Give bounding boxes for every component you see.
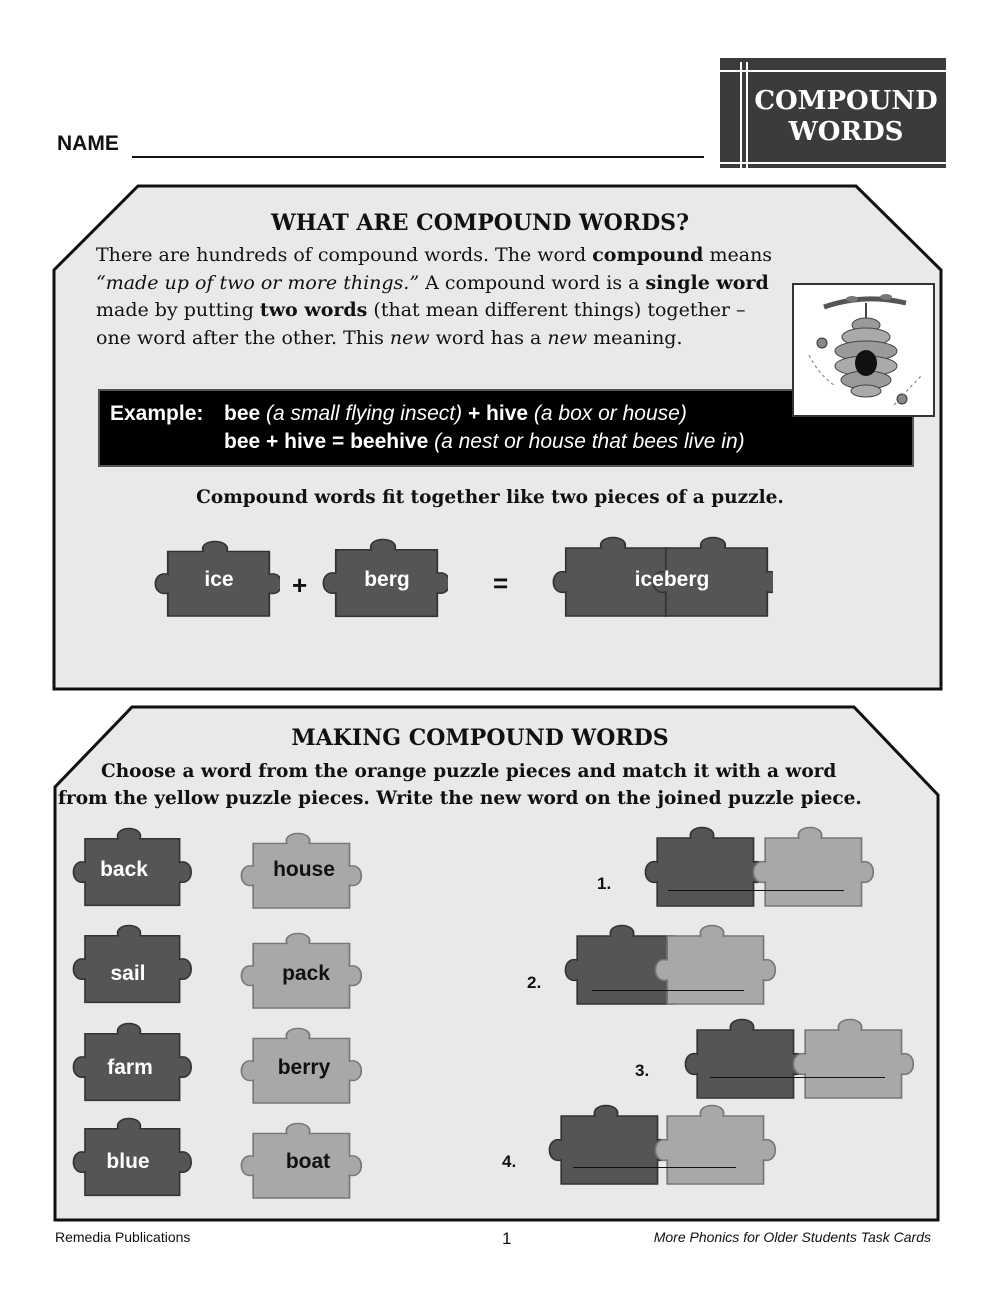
page-number: 1 xyxy=(502,1229,512,1248)
equals-sign: = xyxy=(493,568,509,598)
orange-word-3: farm xyxy=(107,1056,153,1079)
answer-line-4[interactable] xyxy=(573,1167,736,1168)
section1-title: WHAT ARE COMPOUND WORDS? xyxy=(271,210,689,236)
joined-piece-1 xyxy=(636,824,886,916)
intro-paragraph: There are hundreds of compound words. The word compound means “made up of two or more things.” A compound word is a single word made by putting two words (that mean different things) together – one word after the other. This new word has a new meaning. xyxy=(96,244,773,349)
footer-publisher: Remedia Publications xyxy=(55,1229,191,1245)
item-number-3: 3. xyxy=(635,1061,650,1080)
piece-label-ice: ice xyxy=(204,568,234,591)
example-box: Example: bee (a small flying insect) + hive (a box or house) bee + hive = beehive (a nest or house that bees live in) xyxy=(98,389,914,467)
piece-label-berg: berg xyxy=(364,568,410,591)
answer-line-3[interactable] xyxy=(710,1077,885,1078)
joined-piece-3 xyxy=(676,1016,926,1108)
item-number-4: 4. xyxy=(502,1152,517,1171)
piece-label-iceberg: iceberg xyxy=(634,568,710,591)
badge-title: COMPOUND WORDS xyxy=(754,86,938,147)
yellow-word-1: house xyxy=(273,858,335,881)
joined-piece-2 xyxy=(556,922,806,1014)
orange-word-1: back xyxy=(100,858,148,881)
section2-title: MAKING COMPOUND WORDS xyxy=(291,725,669,751)
item-number-1: 1. xyxy=(597,874,612,893)
footer-series-title: More Phonics for Older Students Task Cards xyxy=(653,1229,931,1245)
beehive-illustration xyxy=(792,283,935,417)
yellow-word-2: pack xyxy=(282,962,330,985)
joined-piece-4 xyxy=(540,1102,790,1194)
yellow-word-4: boat xyxy=(285,1150,331,1173)
orange-word-2: sail xyxy=(110,962,146,985)
yellow-word-3: berry xyxy=(277,1056,331,1079)
puzzle-tagline: Compound words fit together like two pieces of a puzzle. xyxy=(196,487,784,508)
item-number-2: 2. xyxy=(527,973,542,992)
name-label: NAME xyxy=(57,132,119,155)
plus-sign: + xyxy=(292,570,308,600)
instructions: Choose a word from the orange puzzle pieces and match it with a word from the yellow puzzle pieces. Write the new word on the joined puzzle piece. xyxy=(58,761,862,809)
orange-word-4: blue xyxy=(106,1150,150,1173)
answer-line-2[interactable] xyxy=(592,990,744,991)
answer-line-1[interactable] xyxy=(668,890,844,891)
